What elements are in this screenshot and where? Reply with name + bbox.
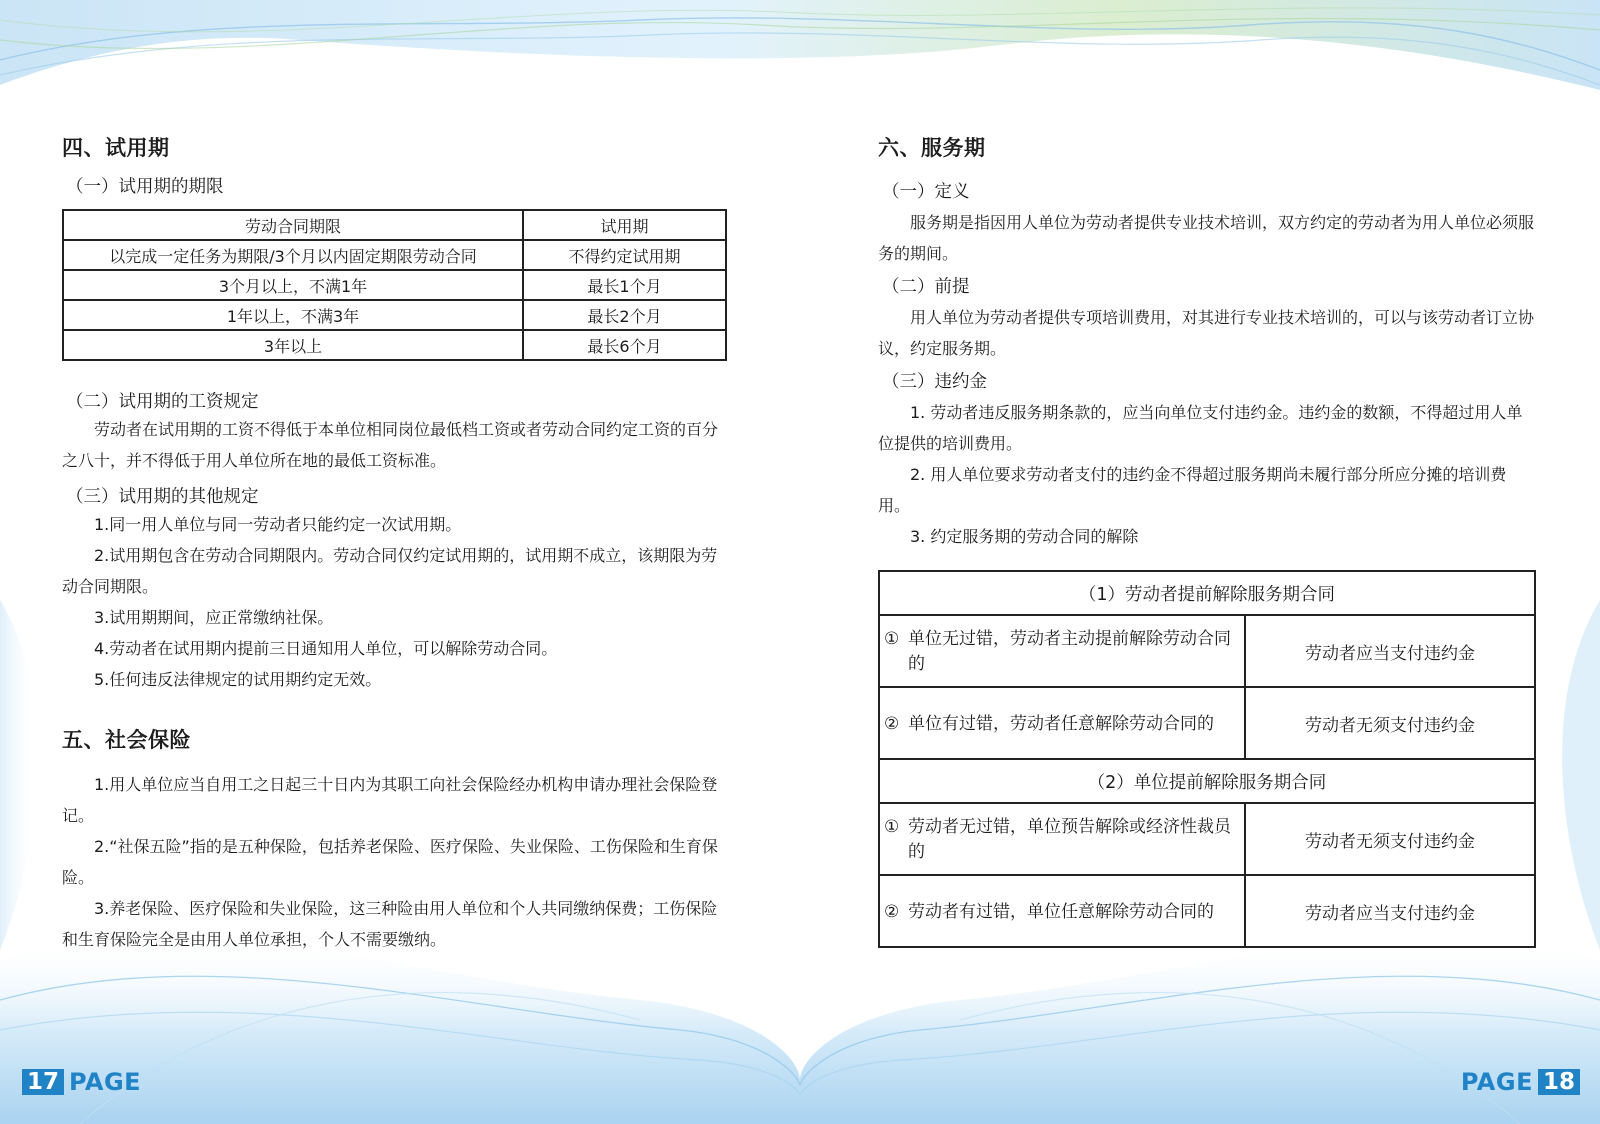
list-item: 3. 约定服务期的劳动合同的解除: [910, 527, 1139, 546]
table-cell: 以完成一定任务为期限/3个月以内固定期限劳动合同: [63, 240, 523, 270]
table-cell-condition: ① 单位无过错，劳动者主动提前解除劳动合同的: [879, 615, 1245, 687]
table-cell-condition: ① 劳动者无过错，单位预告解除或经济性裁员的: [879, 803, 1245, 875]
table-group-title: （1）劳动者提前解除服务期合同: [879, 571, 1535, 615]
table-header-cell: 劳动合同期限: [63, 210, 523, 240]
table-row: [879, 803, 1535, 875]
paragraph: 3.养老保险、医疗保险和失业保险，这三种险由用人单位和个人共同缴纳保费；工伤保险和生育保险完全是由用人单位承担，个人不需要缴纳。: [62, 899, 718, 949]
page-number-left: [22, 1068, 141, 1096]
section-title-probation: 四、试用期: [62, 136, 170, 160]
paragraph: 1. 劳动者违反服务期条款的，应当向单位支付违约金。违约金的数额，不得超过用人单位提供的培训费用。: [878, 403, 1523, 453]
table-cell-result: 劳动者无须支付违约金: [1245, 803, 1535, 875]
table-cell-result: 劳动者应当支付违约金: [1245, 875, 1535, 947]
table-cell-result: 劳动者应当支付违约金: [1245, 615, 1535, 687]
probation-table: [62, 209, 727, 361]
table-group-header: [879, 571, 1535, 615]
table-cell-condition: ② 劳动者有过错，单位任意解除劳动合同的: [879, 875, 1245, 947]
subsection-premise: （二）前提: [882, 277, 970, 297]
table-row: [63, 330, 726, 360]
list-item: 2.试用期包含在劳动合同期限内。劳动合同仅约定试用期的，试用期不成立，该期限为劳动合同期限。: [62, 546, 718, 596]
paragraph: 2. 用人单位要求劳动者支付的违约金不得超过服务期尚未履行部分所应分摊的培训费用。: [878, 465, 1507, 515]
page-label: PAGE: [1460, 1068, 1533, 1096]
table-row: [63, 240, 726, 270]
list-item: 1.同一用人单位与同一劳动者只能约定一次试用期。: [94, 515, 462, 534]
table-header-row: [63, 210, 726, 240]
table-header-cell: 试用期: [523, 210, 726, 240]
service-termination-table: [878, 570, 1536, 948]
table-cell: 最长1个月: [523, 270, 726, 300]
paragraph-premise: 用人单位为劳动者提供专项培训费用，对其进行专业技术培训的，可以与该劳动者订立协议，约定服务期。: [878, 308, 1535, 358]
subsection-definition: （一）定义: [882, 182, 970, 202]
subsection-probation-other: （三）试用期的其他规定: [66, 487, 259, 507]
table-group-header: [879, 759, 1535, 803]
paragraph-definition: 服务期是指因用人单位为劳动者提供专业技术培训，双方约定的劳动者为用人单位必须服务的期间。: [878, 213, 1535, 263]
table-cell: 最长6个月: [523, 330, 726, 360]
section-title-service-period: 六、服务期: [878, 136, 986, 160]
table-row: [879, 875, 1535, 947]
table-row: [63, 300, 726, 330]
table-row: [879, 615, 1535, 687]
table-row: [63, 270, 726, 300]
paragraph: 2.“社保五险”指的是五种保险，包括养老保险、医疗保险、失业保险、工伤保险和生育保险。: [62, 837, 718, 887]
subsection-probation-term: （一）试用期的期限: [66, 177, 224, 197]
table-cell: 3年以上: [63, 330, 523, 360]
page-number-right: [1461, 1068, 1580, 1096]
page-number-badge: 17: [22, 1069, 64, 1095]
table-group-title: （2）单位提前解除服务期合同: [879, 759, 1535, 803]
table-cell-result: 劳动者无须支付违约金: [1245, 687, 1535, 759]
list-item: 4.劳动者在试用期内提前三日通知用人单位，可以解除劳动合同。: [94, 639, 558, 658]
table-cell-condition: ② 单位有过错，劳动者任意解除劳动合同的: [879, 687, 1245, 759]
section-title-social-insurance: 五、社会保险: [62, 728, 191, 752]
table-cell: 3个月以上，不满1年: [63, 270, 523, 300]
paragraph-probation-wage: 劳动者在试用期的工资不得低于本单位相同岗位最低档工资或者劳动合同约定工资的百分之八十，并不得低于用人单位所在地的最低工资标准。: [62, 420, 719, 470]
list-item: 5.任何违反法律规定的试用期约定无效。: [94, 670, 382, 689]
page-number-badge: 18: [1538, 1069, 1580, 1095]
table-cell: 不得约定试用期: [523, 240, 726, 270]
page-label: PAGE: [69, 1068, 142, 1096]
paragraph: 1.用人单位应当自用工之日起三十日内为其职工向社会保险经办机构申请办理社会保险登记。: [62, 775, 718, 825]
subsection-probation-wage: （二）试用期的工资规定: [66, 392, 259, 412]
subsection-penalty: （三）违约金: [882, 372, 987, 392]
table-cell: 最长2个月: [523, 300, 726, 330]
list-item: 3.试用期期间，应正常缴纳社保。: [94, 608, 334, 627]
table-row: [879, 687, 1535, 759]
table-cell: 1年以上，不满3年: [63, 300, 523, 330]
